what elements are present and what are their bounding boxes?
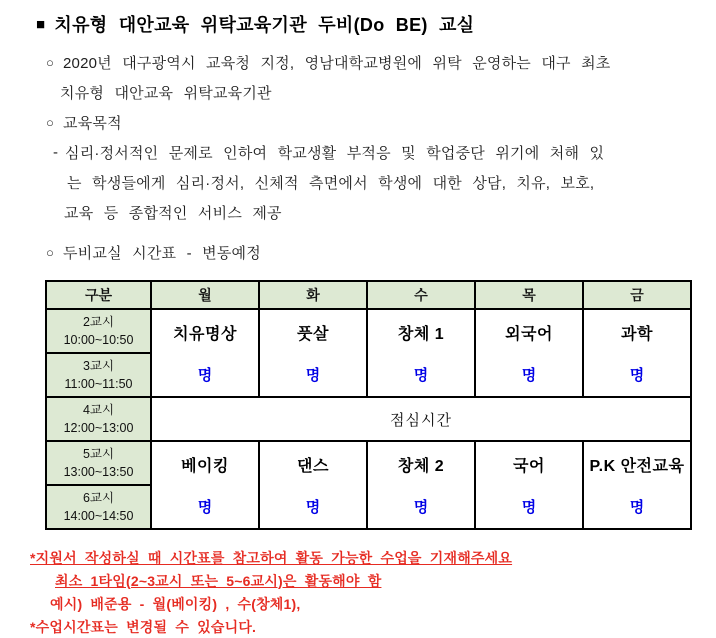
timetable-cell-wed-morning: [367, 309, 475, 397]
document-page: [0, 12, 716, 638]
timetable-cell-wed-afternoon: [367, 441, 475, 529]
subject-label: 댄스: [297, 457, 329, 475]
purpose-detail-text-3: 교육 등 종합적인 서비스 제공: [64, 204, 282, 222]
period-cell-5: [46, 441, 151, 485]
timetable-cell-thu-afternoon: [475, 441, 583, 529]
period-cell-4: [46, 397, 151, 441]
header-cell-fri: 금: [583, 281, 691, 309]
intro-text-1: 2020년 대구광역시 교육청 지정, 영남대학교병원에 위탁 운영하는 대구 최초: [63, 54, 611, 72]
purpose-detail-line-1: [53, 137, 716, 167]
intro-bullet-line-2: [60, 77, 716, 107]
timetable-cell-tue-afternoon: [259, 441, 367, 529]
note-line-2: 최소 1타임(2~3교시 또는 5~6교시)은 활동해야 함: [55, 572, 382, 589]
subject-label: 치유명상: [173, 325, 237, 343]
period-name: 4교시: [82, 402, 115, 417]
timetable: [45, 280, 692, 530]
purpose-detail-text-2: 는 학생들에게 심리·정서, 신체적 측면에서 학생에 대한 상담, 치유, 보호,: [67, 174, 595, 192]
purpose-heading-text: 교육목적: [63, 114, 122, 132]
lunch-cell: 점심시간: [151, 397, 691, 441]
timetable-bullet-heading: [46, 237, 716, 267]
period-name: 3교시: [82, 358, 115, 373]
header-cell-wed: 수: [367, 281, 475, 309]
subject-label: 풋살: [297, 325, 329, 343]
circle-bullet-icon: ○: [46, 244, 55, 260]
timetable-cell-mon-afternoon: [151, 441, 259, 529]
timetable-row-period5: [46, 441, 691, 485]
dash-bullet-icon: -: [53, 143, 59, 161]
period-name: 6교시: [82, 490, 115, 505]
count-label: 명: [413, 498, 429, 516]
intro-bullet-line-1: [46, 47, 716, 77]
period-time: 12:00~13:00: [63, 420, 134, 435]
purpose-bullet-heading: [46, 107, 716, 137]
header-cell-tue: 화: [259, 281, 367, 309]
count-label: 명: [629, 498, 645, 516]
timetable-header-row: [46, 281, 691, 309]
subject-label: 베이킹: [181, 457, 229, 475]
timetable-cell-tue-morning: [259, 309, 367, 397]
period-cell-3: [46, 353, 151, 397]
period-time: 14:00~14:50: [63, 508, 134, 523]
timetable-cell-thu-morning: [475, 309, 583, 397]
timetable-row-period2: [46, 309, 691, 353]
count-label: 명: [413, 366, 429, 384]
timetable-cell-fri-afternoon: [583, 441, 691, 529]
period-time: 11:00~11:50: [64, 376, 133, 391]
circle-bullet-icon: ○: [46, 114, 55, 130]
note-line-1: *지원서 작성하실 때 시간표를 참고하여 활동 가능한 수업을 기재해주세요: [30, 549, 513, 566]
timetable-row-period4: [46, 397, 691, 441]
note-line-4: *수업시간표는 변경될 수 있습니다.: [30, 618, 257, 635]
period-time: 10:00~10:50: [63, 332, 134, 347]
count-label: 명: [197, 498, 213, 516]
subject-label: 외국어: [505, 325, 553, 343]
count-label: 명: [305, 498, 321, 516]
page-title: [36, 12, 716, 36]
timetable-cell-mon-morning: [151, 309, 259, 397]
purpose-detail-text-1: 심리·정서적인 문제로 인하여 학교생활 부적응 및 학업중단 위기에 처해 있: [65, 144, 605, 162]
count-label: 명: [629, 366, 645, 384]
header-cell-gubun: 구분: [46, 281, 151, 309]
subject-label: 창체 1: [397, 325, 445, 343]
square-bullet-icon: ■: [36, 15, 46, 33]
intro-text-2: 치유형 대안교육 위탁교육기관: [60, 84, 272, 102]
count-label: 명: [521, 498, 537, 516]
timetable-cell-fri-morning: [583, 309, 691, 397]
subject-label: P.K 안전교육: [589, 457, 685, 475]
period-name: 2교시: [82, 314, 115, 329]
period-cell-6: [46, 485, 151, 529]
subject-label: 과학: [621, 325, 653, 343]
circle-bullet-icon: ○: [46, 54, 55, 70]
purpose-detail-line-3: [64, 197, 716, 227]
period-time: 13:00~13:50: [63, 464, 134, 479]
footnotes: [0, 546, 716, 638]
header-cell-thu: 목: [475, 281, 583, 309]
count-label: 명: [197, 366, 213, 384]
period-cell-2: [46, 309, 151, 353]
header-cell-mon: 월: [151, 281, 259, 309]
period-name: 5교시: [82, 446, 115, 461]
count-label: 명: [305, 366, 321, 384]
subject-label: 창체 2: [397, 457, 445, 475]
count-label: 명: [521, 366, 537, 384]
timetable-heading-text: 두비교실 시간표 - 변동예정: [63, 244, 261, 262]
note-line-3: 예시) 배준용 - 월(베이킹) , 수(창체1),: [50, 595, 301, 612]
purpose-detail-line-2: [67, 167, 716, 197]
page-title-text: 치유형 대안교육 위탁교육기관 두비(Do BE) 교실: [54, 15, 475, 35]
subject-label: 국어: [513, 457, 545, 475]
